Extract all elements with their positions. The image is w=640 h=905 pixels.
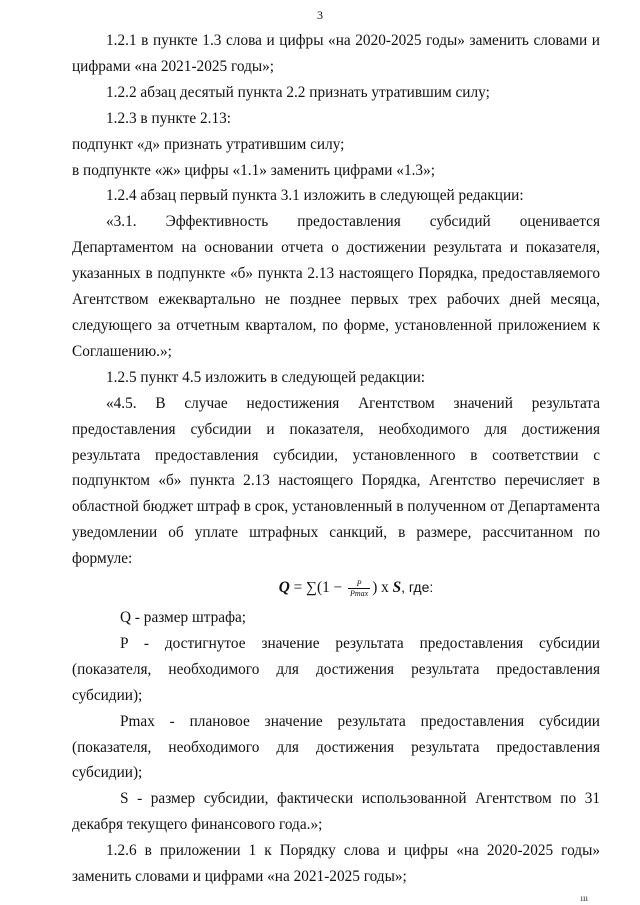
formula-s: S [392,579,402,597]
quoted-item-3-1: «3.1. Эффективность предоставления субсидий оценивается Департаментом на основании отчета о достижении результата и показателя, указанных в подпункте «б» пункта 2.13 настоящего Порядка, предоставляемого Агентством ежеквартально не позднее первых трех рабочих дней месяца, следующего за отчетным кварталом, по форме, установленной приложением к Соглашению.»; [72,213,600,360]
definition-q: Q - размер штрафа; [120,609,247,627]
formula-sum-open: = ∑(1 − [289,579,346,597]
formula-denominator: Pmax [350,589,369,599]
penalty-formula [72,574,600,601]
paragraph-1-2-5: 1.2.5 пункт 4.5 изложить в следующей редакции: [106,368,426,386]
formula-numerator: P [348,579,370,589]
quoted-item-4-5: «4.5. В случае недостижения Агентством значений результата предоставления субсидии и показателя, необходимого для достижения результата предоставления субсидии, установленного в соответствии с подпунктом «б» пункта 2.13 настоящего Порядка, Агентство перечисляет в областной бюджет штраф в срок, установленный в полученном от Департамента уведомлении об уплате штрафных санкций, в размере, рассчитанном по формуле: [72,394,600,568]
formula-close: ) x [372,579,393,597]
definition-pmax: Pmax - плановое значение результата предоставления субсидии (показателя, необходимого для достижения результата предоставления субсидии); [72,712,600,782]
definition-s: S - размер субсидии, фактически использованной Агентством по 31 декабря текущего финансового года.»; [72,790,600,834]
subparagraph-zh: в подпункте «ж» цифры «1.1» заменить цифрами «1.3»; [72,161,435,179]
paragraph-1-2-1: 1.2.1 в пункте 1.3 слова и цифры «на 2020-2025 годы» заменить словами и цифрами «на 2021-2025 годы»; [72,32,600,75]
corner-scan-mark: ııı [580,893,588,903]
subparagraph-d: подпункт «д» признать утратившим силу; [72,135,345,153]
page-number: 3 [317,8,323,22]
definition-p: P - достигнутое значение результата предоставления субсидии (показателя, необходимого для достижения результата предоставления субсидии); [72,634,600,704]
formula-fraction [348,579,370,598]
paragraph-1-2-6: 1.2.6 в приложении 1 к Порядку слова и цифры «на 2020-2025 годы» заменить словами и цифрами «на 2021-2025 годы»; [72,842,600,886]
paragraph-1-2-4: 1.2.4 абзац первый пункта 3.1 изложить в следующей редакции: [106,187,524,205]
document-body [72,28,600,890]
formula-where: , где: [401,579,434,596]
formula-q: Q [278,579,290,597]
paragraph-1-2-3: 1.2.3 в пункте 2.13: [106,109,232,127]
paragraph-1-2-2: 1.2.2 абзац десятый пункта 2.2 признать утратившим силу; [106,83,490,101]
